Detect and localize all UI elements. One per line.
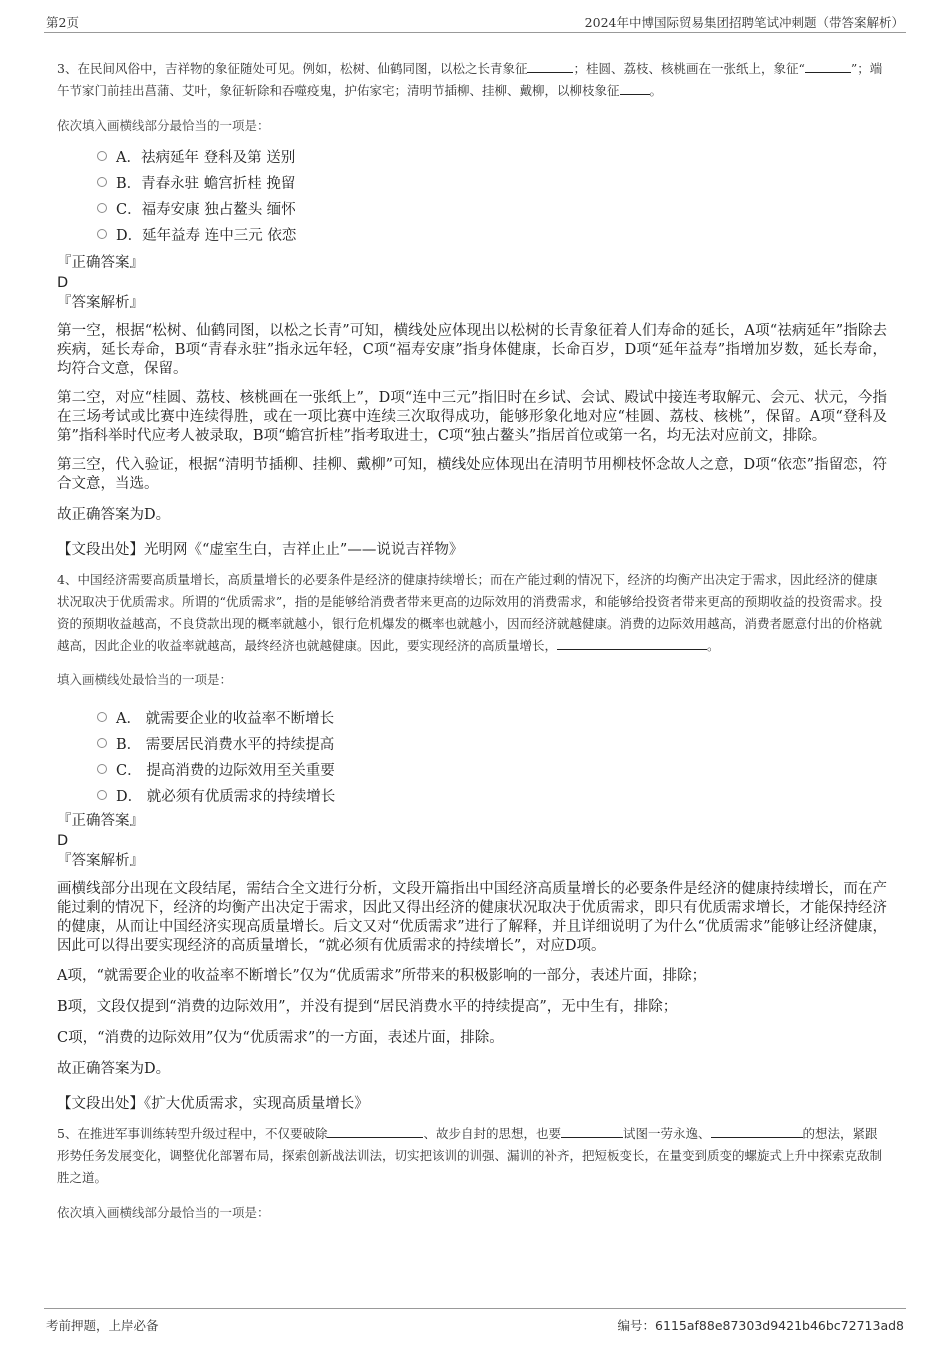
option-b[interactable]: B．青春永驻 蟾宫折桂 挽留 xyxy=(57,169,887,195)
analysis-paragraph: A项，“就需要企业的收益率不断增长”仅为“优质需求”所带来的积极影响的一部分，表述片面，排除； xyxy=(57,968,707,984)
blank-line xyxy=(620,80,650,95)
analysis-paragraph: 第一空，根据“松树、仙鹤同图，以松之长青”可知，横线处应体现出以松树的长青象征着人们寿命的延长，A项“祛病延年”指除去疾病，延长寿命，B项“青春永驻”指永远年轻，C项“福寿安康”指身体健康，长命百岁，D项“延年益寿”指增加岁数，延长寿命，均符合文意，保留。 xyxy=(57,323,887,377)
correct-answer-label: 『正确答案』 xyxy=(57,255,144,271)
correct-answer: D xyxy=(57,275,69,291)
option-d[interactable]: D．延年益寿 连中三元 依恋 xyxy=(57,221,887,247)
page-footer xyxy=(44,1308,906,1339)
option-d[interactable]: D． 就必须有优质需求的持续增长 xyxy=(57,782,887,808)
blank-line xyxy=(805,58,851,73)
blank-line xyxy=(561,1123,623,1138)
radio-icon[interactable] xyxy=(97,229,107,239)
page-number: 第2页 xyxy=(46,15,79,30)
radio-icon[interactable] xyxy=(97,177,107,187)
radio-icon[interactable] xyxy=(97,203,107,213)
question-3-instruction: 依次填入画横线部分最恰当的一项是： xyxy=(57,118,270,133)
question-4 xyxy=(57,569,887,1113)
option-c[interactable]: C．福寿安康 独占鳌头 缅怀 xyxy=(57,195,887,221)
analysis-paragraph: 画横线部分出现在文段结尾，需结合全文进行分析，文段开篇指出中国经济高质量增长的必要条件是经济的健康持续增长，而在产能过剩的情况下，经济的均衡产出决定于需求，因此又得出经济的健康状况取决于优质需求，即只有优质需求增长，才能保持经济的健康，从而让中国经济实现高质量增长。后文又对“优质需求”进行了解释，并且详细说明了为什么“优质需求”能够让经济健康，因此可以得出要实现经济的高质量增长，“就必须有优质需求的持续增长”，对应D项。 xyxy=(57,881,887,954)
analysis-conclusion: 故正确答案为D。 xyxy=(57,1061,171,1077)
analysis-paragraph: 第二空，对应“桂圆、荔枝、核桃画在一张纸上”，D项“连中三元”指旧时在乡试、会试、殿试中接连考取解元、会元、状元，今指在三场考试或比赛中连续得胜，或在一项比赛中连续三次取得成功，能够形象化地对应“桂圆、荔枝、核桃”，保留。A项“登科及第”指科举时代应考人被录取，B项“蟾宫折桂”指考取进士，C项“独占鳌头”指居首位或第一名，均无法对应前文，排除。 xyxy=(57,390,887,444)
analysis-label: 『答案解析』 xyxy=(57,295,144,311)
radio-icon[interactable] xyxy=(97,712,107,722)
analysis-paragraph: B项，文段仅提到“消费的边际效用”，并没有提到“居民消费水平的持续提高”，无中生有，排除； xyxy=(57,999,678,1015)
analysis-label: 『答案解析』 xyxy=(57,853,144,869)
blank-line xyxy=(557,635,707,650)
radio-icon[interactable] xyxy=(97,738,107,748)
question-5 xyxy=(57,1123,887,1221)
source-citation: 【文段出处】光明网《“虚室生白，吉祥止止”——说说吉祥物》 xyxy=(57,542,464,558)
question-4-options xyxy=(57,704,887,808)
correct-answer: D xyxy=(57,833,69,849)
blank-line xyxy=(711,1123,803,1138)
question-3-options xyxy=(57,143,887,247)
correct-answer-label: 『正确答案』 xyxy=(57,813,144,829)
question-5-instruction: 依次填入画横线部分最恰当的一项是： xyxy=(57,1205,270,1220)
page-content xyxy=(57,58,887,1221)
radio-icon[interactable] xyxy=(97,790,107,800)
analysis-paragraph: 第三空，代入验证，根据“清明节插柳、挂柳、戴柳”可知，横线处应体现出在清明节用柳枝怀念故人之意，D项“依恋”指留恋，符合文意，当选。 xyxy=(57,457,887,492)
question-4-stem: 4、中国经济需要高质量增长，高质量增长的必要条件是经济的健康持续增长；而在产能过剩的情况下，经济的均衡产出决定于需求，因此经济的健康状况取决于优质需求。所谓的“优质需求”，指的是能够给消费者带来更高的边际效用的消费需求，和能够给投资者带来更高的预期收益的投资需求。投资的预期收益越高，不良贷款出现的概率就越小，银行危机爆发的概率也就越小，因而经济就越健康。消费的边际效用越高，消费者愿意付出的价格就越高，因此企业的收益率就越高，最终经济也就越健康。因此，要实现经济的高质量增长， 。 xyxy=(57,572,883,653)
source-citation: 【文段出处】《扩大优质需求，实现高质量增长》 xyxy=(57,1096,369,1112)
analysis-paragraph: C项，“消费的边际效用”仅为“优质需求”的一方面，表述片面，排除。 xyxy=(57,1030,504,1046)
option-a[interactable]: A．祛病延年 登科及第 送别 xyxy=(57,143,887,169)
radio-icon[interactable] xyxy=(97,764,107,774)
question-3-stem: 3、在民间风俗中，吉祥物的象征随处可见。例如，松树、仙鹤同图，以松之长青象征 ；桂圆、荔枝、核桃画在一张纸上，象征“ ”；端午节家门前挂出菖蒲、艾叶，象征斩除和吞噬疫鬼，护佑家宅；清明节插柳、挂柳、戴柳，以柳枝象征 。 xyxy=(57,58,887,102)
page-header xyxy=(44,10,906,33)
analysis-conclusion: 故正确答案为D。 xyxy=(57,507,171,523)
blank-line xyxy=(327,1123,423,1138)
radio-icon[interactable] xyxy=(97,151,107,161)
footer-slogan: 考前押题，上岸必备 xyxy=(46,1318,159,1333)
option-a[interactable]: A． 就需要企业的收益率不断增长 xyxy=(57,704,887,730)
option-c[interactable]: C． 提高消费的边际效用至关重要 xyxy=(57,756,887,782)
question-4-instruction: 填入画横线处最恰当的一项是： xyxy=(57,672,233,687)
blank-line xyxy=(527,58,573,73)
document-code: 编号：6115af88e87303d9421b46bc72713ad8 xyxy=(617,1318,904,1333)
option-b[interactable]: B． 需要居民消费水平的持续提高 xyxy=(57,730,887,756)
question-3 xyxy=(57,58,887,559)
question-5-stem: 5、在推进军事训练转型升级过程中，不仅要破除 、故步自封的思想，也要 试图一劳永逸、 的想法，紧跟形势任务发展变化，调整优化部署布局，探索创新战法训法，切实把该训的训强、漏训的补齐，把短板变长，在量变到质变的螺旋式上升中探索克敌制胜之道。 xyxy=(57,1123,887,1189)
document-title: 2024年中博国际贸易集团招聘笔试冲刺题（带答案解析） xyxy=(584,15,904,30)
